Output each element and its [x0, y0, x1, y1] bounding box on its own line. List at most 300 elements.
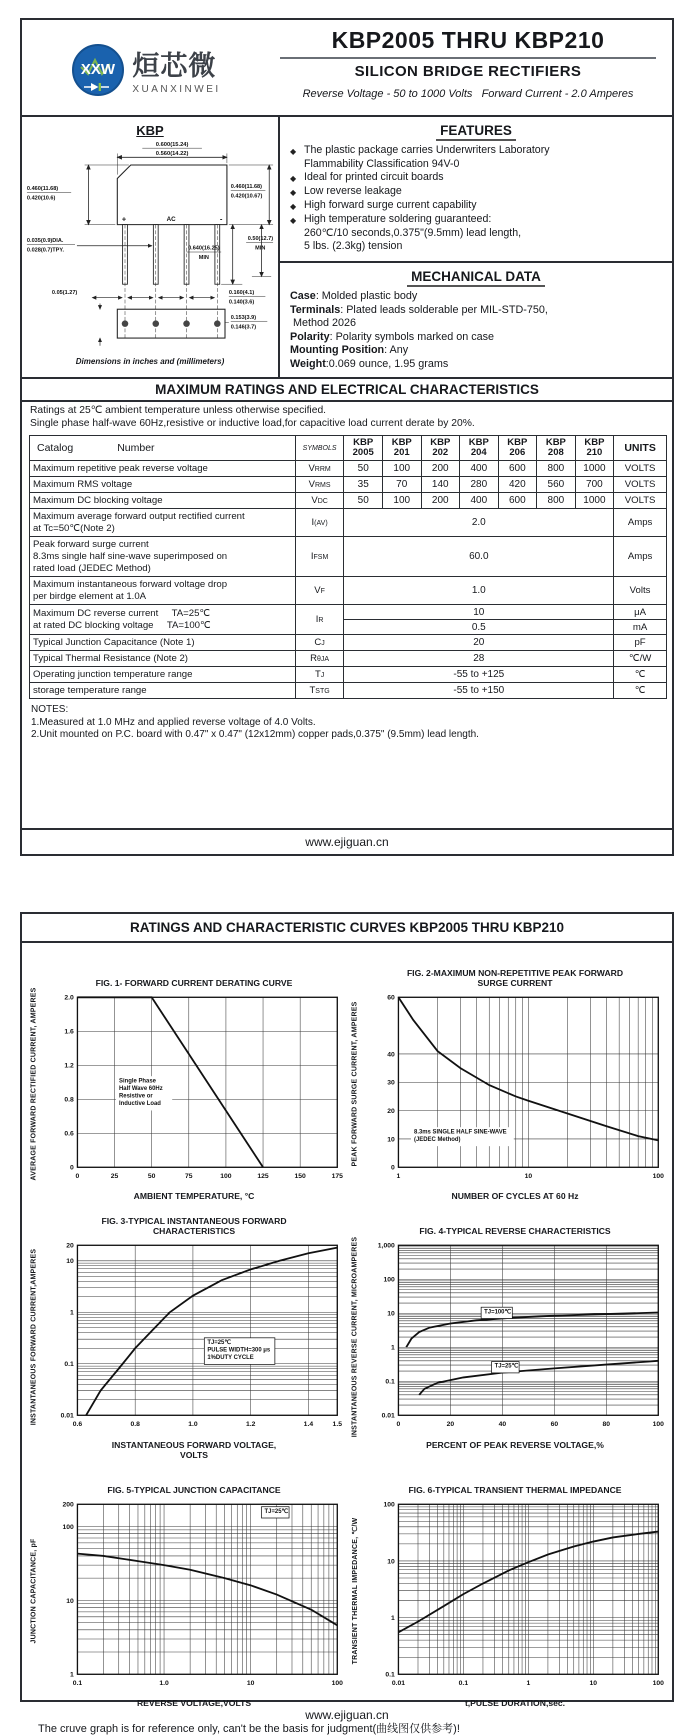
- figure-body: [362, 967, 668, 1201]
- row-label-line: Maximum instantaneous forward voltage drop: [33, 578, 228, 590]
- figure-body: [362, 1215, 668, 1459]
- part-line: 201: [393, 447, 410, 458]
- part-number-header: [537, 436, 576, 461]
- x-axis-label: [362, 1440, 668, 1450]
- x-axis-label-line: VOLTS: [179, 1449, 208, 1460]
- y-axis-label: [26, 967, 41, 1201]
- unit-cell: ℃: [614, 667, 667, 683]
- symbol-subscript: DC: [317, 498, 328, 505]
- value-cell: -55 to +150: [344, 683, 614, 699]
- bullet-icon: ◆: [290, 216, 297, 225]
- chart-svg: [362, 990, 668, 1184]
- svg-text:75: 75: [185, 1173, 193, 1181]
- svg-text:60: 60: [550, 1421, 559, 1429]
- svg-text:10: 10: [387, 1310, 395, 1318]
- symbol-subscript: θJA: [317, 656, 330, 663]
- value-cell: -55 to +125: [344, 667, 614, 683]
- svg-text:1.6: 1.6: [64, 1028, 74, 1036]
- svg-text:150: 150: [294, 1173, 306, 1181]
- x-axis-label-line: REVERSE VOLTAGE,VOLTS: [136, 1697, 252, 1708]
- x-axis-label: [41, 1191, 347, 1201]
- chart-svg: [362, 1238, 668, 1432]
- figure-fig5: [26, 1474, 347, 1708]
- figure-fig2: [347, 967, 668, 1201]
- svg-text:0.8: 0.8: [130, 1421, 140, 1429]
- package-diagram-section: [22, 117, 280, 377]
- svg-text:0.1: 0.1: [72, 1679, 83, 1687]
- y-axis-label: [347, 967, 362, 1201]
- x-axis-label: [41, 1440, 347, 1460]
- x-axis-label-line: AMBIENT TEMPERATURE, °C: [133, 1191, 255, 1202]
- part-line: 208: [547, 447, 564, 458]
- svg-text:1: 1: [391, 1614, 395, 1622]
- package-name: KBP: [136, 123, 164, 138]
- value-cell: 100: [382, 461, 421, 477]
- svg-text:+: +: [121, 214, 127, 224]
- features-mechanical-column: [280, 117, 672, 377]
- chart-plot-area: [362, 1238, 668, 1437]
- features-heading: FEATURES: [290, 123, 662, 138]
- symbols-header: SYMBOLS: [295, 436, 344, 461]
- svg-text:100: 100: [331, 1679, 343, 1687]
- svg-text:TJ=25℃: TJ=25℃: [264, 1508, 289, 1515]
- symbol-cell: CJ: [295, 635, 344, 651]
- catalog-number-header: [30, 436, 296, 461]
- feature-item: [290, 199, 662, 213]
- svg-text:0.600(15.24): 0.600(15.24): [155, 141, 189, 148]
- svg-text:2.0: 2.0: [64, 994, 74, 1002]
- value-cell: 600: [498, 461, 537, 477]
- svg-text:Half Wave 60Hz: Half Wave 60Hz: [119, 1085, 163, 1092]
- svg-text:0.460(11.68): 0.460(11.68): [26, 185, 59, 192]
- feature-item: [290, 144, 662, 158]
- value-cell: 20: [344, 635, 614, 651]
- table-row: [30, 493, 667, 509]
- x-axis-label: [41, 1698, 347, 1708]
- svg-text:25: 25: [110, 1173, 119, 1181]
- figure-body: [41, 1474, 347, 1708]
- figure-title-line: CHARACTERISTICS: [152, 1226, 236, 1237]
- value-cell: 2.0: [344, 509, 614, 537]
- features-section: [280, 117, 672, 263]
- table-row: [30, 605, 667, 620]
- unit-cell: VOLTS: [614, 461, 667, 477]
- svg-text:20: 20: [387, 1108, 395, 1116]
- figure-fig3: [26, 1215, 347, 1459]
- row-label: [30, 635, 296, 651]
- svg-text:0: 0: [396, 1421, 401, 1429]
- svg-text:(JEDEC Method): (JEDEC Method): [414, 1136, 461, 1143]
- part-line: KBP: [468, 436, 489, 448]
- row-label-line: Maximum DC blocking voltage: [33, 494, 163, 506]
- bullet-icon: ◆: [290, 202, 297, 211]
- figure-title: [362, 1474, 668, 1495]
- svg-text:100: 100: [652, 1679, 664, 1687]
- svg-text:0.6: 0.6: [64, 1130, 74, 1138]
- figure-title-line: FIG. 5-TYPICAL JUNCTION CAPACITANCE: [107, 1484, 281, 1495]
- figure-title-line: SURGE CURRENT: [477, 978, 553, 988]
- svg-text:TJ=100℃: TJ=100℃: [484, 1309, 512, 1316]
- figure-body: [41, 967, 347, 1201]
- value-cell: 420: [498, 477, 537, 493]
- x-axis-label-line: PERCENT OF PEAK REVERSE VOLTAGE,%: [426, 1439, 604, 1450]
- chart-svg: [41, 1238, 347, 1432]
- svg-text:1.0: 1.0: [159, 1679, 169, 1687]
- number-label: Number: [117, 442, 155, 454]
- page2-footer-url: www.ejiguan.cn: [305, 1708, 389, 1722]
- svg-text:0.01: 0.01: [391, 1679, 406, 1687]
- feature-item: [290, 158, 662, 171]
- datasheet-page-1: [20, 18, 674, 856]
- row-label-line: Maximum DC reverse current TA=25℃: [33, 607, 211, 619]
- title-divider: [280, 57, 656, 59]
- row-label-line: Typical Junction Capacitance (Note 1): [33, 636, 195, 648]
- figure-fig6: [347, 1474, 668, 1708]
- table-row: [30, 667, 667, 683]
- feature-text: High forward surge current capability: [304, 199, 477, 211]
- ratings-tagline: Reverse Voltage - 50 to 1000 Volts Forward Current - 2.0 Amperes: [302, 88, 634, 100]
- table-row: [30, 651, 667, 667]
- svg-text:80: 80: [602, 1421, 611, 1429]
- svg-text:20: 20: [446, 1421, 455, 1429]
- title-block: [270, 20, 672, 115]
- table-row: [30, 461, 667, 477]
- value-cell: 50: [344, 461, 383, 477]
- svg-text:10: 10: [524, 1173, 533, 1181]
- symbol-cell: RθJA: [295, 651, 344, 667]
- row-label: [30, 605, 296, 635]
- table-row: [30, 537, 667, 577]
- value-cell: 200: [421, 493, 460, 509]
- symbol-subscript: RRM: [314, 466, 331, 473]
- company-logo: [22, 20, 270, 115]
- svg-text:125: 125: [257, 1173, 269, 1181]
- symbol-cell: TSTG: [295, 683, 344, 699]
- feature-text: Ideal for printed circuit boards: [304, 171, 444, 183]
- table-row: [30, 477, 667, 493]
- svg-text:0.146(3.7): 0.146(3.7): [230, 324, 257, 331]
- curve-forward: [86, 1248, 337, 1416]
- unit-cell: pF: [614, 635, 667, 651]
- svg-text:1,000: 1,000: [377, 1242, 395, 1250]
- mechanical-line: Weight:0.069 ounce, 1.95 grams: [290, 357, 449, 370]
- chart-svg: [362, 1497, 668, 1691]
- part-number-header: [344, 436, 383, 461]
- svg-text:0.1: 0.1: [385, 1671, 395, 1679]
- svg-text:0.160(4.1): 0.160(4.1): [228, 289, 255, 296]
- svg-text:1: 1: [396, 1173, 401, 1181]
- unit-cell: Volts: [614, 577, 667, 605]
- part-line: 2005: [352, 447, 374, 458]
- symbol-cell: VF: [295, 577, 344, 605]
- part-line: KBP: [353, 436, 374, 448]
- svg-text:AC: AC: [166, 215, 176, 223]
- symbol-subscript: STG: [315, 688, 330, 695]
- svg-text:0.1: 0.1: [64, 1361, 74, 1369]
- notes-block: [22, 701, 672, 745]
- catalog-number-labels: [33, 442, 292, 454]
- mechanical-line: Mounting Position: Any: [290, 344, 409, 356]
- part-number-header: [460, 436, 499, 461]
- svg-text:MIN: MIN: [255, 245, 266, 252]
- value-cell: 280: [460, 477, 499, 493]
- mechanical-line: Case: Molded plastic body: [290, 290, 418, 302]
- row-label: [30, 577, 296, 605]
- svg-text:Resistive or: Resistive or: [119, 1093, 153, 1100]
- svg-text:0.8: 0.8: [64, 1096, 74, 1104]
- svg-text:0.035(0.9)DIA.: 0.035(0.9)DIA.: [26, 237, 64, 244]
- bullet-icon: ◆: [290, 188, 297, 197]
- svg-text:0.460(11.68): 0.460(11.68): [230, 184, 263, 191]
- dimensions-caption: Dimensions in inches and (millimeters): [75, 357, 225, 367]
- ratings-table: [29, 435, 667, 699]
- feature-item: [290, 227, 662, 240]
- bullet-icon: [290, 158, 304, 171]
- chart-plot-area: [362, 990, 668, 1189]
- svg-text:0.420(10.6): 0.420(10.6): [26, 195, 56, 202]
- svg-text:0.153(3.9): 0.153(3.9): [230, 314, 257, 321]
- ratings-condition-line1: Ratings at 25℃ ambient temperature unless otherwise specified.: [30, 405, 327, 416]
- row-label: [30, 651, 296, 667]
- feature-text: Flammability Classification 94V-0: [304, 158, 460, 170]
- symbol-cell: I(AV): [295, 509, 344, 537]
- symbol-subscript: J: [320, 672, 325, 679]
- characteristic-curves-grid: [22, 943, 672, 1708]
- ratings-conditions: [22, 402, 672, 432]
- value-cell: 100: [382, 493, 421, 509]
- row-label-line: at rated DC blocking voltage TA=100℃: [33, 619, 211, 631]
- figure-body: [362, 1474, 668, 1708]
- symbol-cell: IFSM: [295, 537, 344, 577]
- svg-text:100: 100: [383, 1276, 395, 1284]
- svg-text:1.2: 1.2: [64, 1062, 74, 1070]
- symbol-cell: VDC: [295, 493, 344, 509]
- row-label-line: Operating junction temperature range: [33, 668, 193, 680]
- feature-text: High temperature soldering guaranteed:: [304, 213, 492, 225]
- svg-text:TJ=25℃: TJ=25℃: [207, 1340, 232, 1347]
- part-line: KBP: [430, 436, 451, 448]
- figure-title-line: FIG. 3-TYPICAL INSTANTANEOUS FORWARD: [101, 1216, 287, 1227]
- units-header: UNITS: [614, 436, 667, 461]
- upper-content: [22, 117, 672, 379]
- symbol-subscript: (AV): [314, 520, 328, 527]
- svg-text:0: 0: [75, 1173, 80, 1181]
- value-cell: 1000: [575, 461, 614, 477]
- part-line: KBP: [391, 436, 412, 448]
- row-label-line: 8.3ms single half sine-wave superimposed on: [33, 550, 228, 562]
- y-axis-label-text: INSTANTANEOUS REVERSE CURRENT, MICROAMPERES: [351, 1237, 358, 1438]
- part-number-header: [382, 436, 421, 461]
- unit-cell: Amps: [614, 537, 667, 577]
- unit-cell: μA: [614, 605, 667, 620]
- curve-capacitance: [77, 1553, 337, 1625]
- mechanical-data-section: [280, 263, 672, 377]
- value-cell: 140: [421, 477, 460, 493]
- x-axis-label-line: t,PULSE DURATION,sec.: [464, 1697, 566, 1708]
- x-axis-label-line: NUMBER OF CYCLES AT 60 Hz: [451, 1191, 579, 1202]
- svg-text:50: 50: [147, 1173, 156, 1181]
- figure-title-line: FIG. 2-MAXIMUM NON-REPETITIVE PEAK FORWARD: [406, 968, 624, 978]
- feature-item: [290, 185, 662, 199]
- row-label-line: at Tc=50℃(Note 2): [33, 522, 115, 534]
- feature-text: 260℃/10 seconds,0.375"(9.5mm) lead length,: [304, 227, 522, 239]
- svg-text:0.05(1.27): 0.05(1.27): [51, 289, 78, 296]
- svg-text:0.50(12.7): 0.50(12.7): [247, 235, 274, 242]
- y-axis-label-text: AVERAGE FORWARD RECTIFIED CURRENT, AMPERES: [30, 987, 37, 1181]
- chart-plot-area: [362, 1497, 668, 1696]
- svg-text:175: 175: [331, 1173, 343, 1181]
- part-line: 202: [432, 447, 449, 458]
- value-cell: 50: [344, 493, 383, 509]
- company-name-cn: 烜芯微: [132, 51, 217, 81]
- svg-text:XXW: XXW: [81, 60, 116, 78]
- logo-mark-icon: [71, 43, 125, 97]
- header: [22, 20, 672, 117]
- y-axis-label: [347, 1474, 362, 1708]
- figure-fig4: [347, 1215, 668, 1459]
- svg-text:0.6: 0.6: [72, 1421, 83, 1429]
- svg-text:10: 10: [589, 1679, 598, 1687]
- row-label-line: rated load (JEDEC Method): [33, 562, 151, 574]
- curve-TJ=100℃: [406, 1313, 658, 1348]
- x-axis-label: [362, 1698, 668, 1708]
- table-row: [30, 635, 667, 651]
- mechanical-line: Polarity: Polarity symbols marked on case: [290, 330, 495, 343]
- y-axis-label-text: INSTANTANEOUS FORWARD CURRENT,AMPERES: [30, 1249, 37, 1426]
- svg-text:1: 1: [70, 1671, 74, 1679]
- value-cell: 70: [382, 477, 421, 493]
- chart-plot-area: [41, 1238, 347, 1437]
- part-line: 206: [509, 447, 526, 458]
- ratings-condition-line2: Single phase half-wave 60Hz,resistive or inductive load,for capacitive load current derate by 20%.: [30, 417, 475, 429]
- svg-text:1: 1: [391, 1344, 395, 1352]
- page1-footer-url: www.ejiguan.cn: [22, 828, 672, 854]
- catalog-label: Catalog: [37, 442, 74, 454]
- mechanical-line: Method 2026: [290, 317, 357, 329]
- feature-text: 5 lbs. (2.3kg) tension: [304, 240, 403, 252]
- svg-text:0.140(3.6): 0.140(3.6): [228, 299, 255, 306]
- note-line: NOTES:: [31, 704, 69, 715]
- row-label: [30, 667, 296, 683]
- value-cell: 400: [460, 493, 499, 509]
- row-label: [30, 461, 296, 477]
- part-number-title: KBP2005 THRU KBP210: [331, 27, 605, 53]
- svg-text:TJ=25℃: TJ=25℃: [494, 1363, 519, 1370]
- value-cell: 560: [537, 477, 576, 493]
- figure-title-line: FIG. 6-TYPICAL TRANSIENT THERMAL IMPEDANCE: [408, 1484, 622, 1495]
- symbol-subscript: RMS: [314, 482, 331, 489]
- svg-text:100: 100: [62, 1523, 74, 1531]
- svg-text:20: 20: [66, 1242, 74, 1250]
- svg-text:8.3ms SINGLE HALF SINE-WAVE: 8.3ms SINGLE HALF SINE-WAVE: [414, 1129, 507, 1136]
- svg-text:40: 40: [387, 1051, 395, 1059]
- svg-text:0.640(16.25): 0.640(16.25): [188, 245, 220, 252]
- symbol-subscript: R: [318, 617, 324, 624]
- symbol-subscript: J: [321, 640, 325, 647]
- svg-text:1.2: 1.2: [245, 1421, 256, 1429]
- unit-cell: VOLTS: [614, 493, 667, 509]
- figure-title: [41, 1474, 347, 1495]
- row-label-line: Typical Thermal Resistance (Note 2): [33, 652, 188, 664]
- value-cell: 60.0: [344, 537, 614, 577]
- y-axis-label: [347, 1215, 362, 1459]
- unit-cell: ℃/W: [614, 651, 667, 667]
- svg-text:1.4: 1.4: [303, 1421, 314, 1429]
- symbol-cell: IR: [295, 605, 344, 635]
- x-axis-label-line: INSTANTANEOUS FORWARD VOLTAGE,: [111, 1439, 277, 1450]
- symbol-cell: VRRM: [295, 461, 344, 477]
- curves-disclaimer: The cruve graph is for reference only, can't be the basis for judgment(曲线图仅供参考)!: [38, 1722, 460, 1735]
- row-label-line: Maximum repetitive peak reverse voltage: [33, 462, 208, 474]
- svg-text:100: 100: [220, 1173, 232, 1181]
- svg-text:100: 100: [383, 1501, 395, 1509]
- value-cell: 28: [344, 651, 614, 667]
- svg-text:1.5: 1.5: [332, 1421, 343, 1429]
- y-axis-label-text: JUNCTION CAPACITANCE, pF: [30, 1538, 37, 1644]
- y-axis-label: [26, 1474, 41, 1708]
- value-cell: 1.0: [344, 577, 614, 605]
- svg-text:0.01: 0.01: [381, 1412, 395, 1420]
- chart-svg: [41, 990, 347, 1184]
- bullet-icon: ◆: [290, 174, 297, 183]
- curve-TJ=25℃: [419, 1361, 658, 1395]
- part-number-header: [575, 436, 614, 461]
- svg-text:0.420(10.67): 0.420(10.67): [230, 193, 263, 200]
- row-label: [30, 477, 296, 493]
- y-axis-label: [26, 1215, 41, 1459]
- figure-title: [362, 967, 668, 988]
- value-cell: 600: [498, 493, 537, 509]
- table-row: [30, 577, 667, 605]
- chart-plot-area: [41, 990, 347, 1189]
- svg-text:0.01: 0.01: [60, 1412, 74, 1420]
- svg-text:40: 40: [498, 1421, 507, 1429]
- row-label-line: Maximum RMS voltage: [33, 478, 133, 490]
- svg-text:100: 100: [652, 1421, 664, 1429]
- svg-text:1%DUTY CYCLE: 1%DUTY CYCLE: [207, 1355, 254, 1362]
- svg-text:1.0: 1.0: [188, 1421, 198, 1429]
- package-diagram-svg: [25, 140, 275, 355]
- svg-text:Inductive Load: Inductive Load: [119, 1101, 161, 1108]
- row-label: [30, 509, 296, 537]
- value-cell: 800: [537, 493, 576, 509]
- svg-text:60: 60: [387, 994, 395, 1002]
- x-axis-label: [362, 1191, 668, 1201]
- svg-text:PULSE WIDTH=300 μs: PULSE WIDTH=300 μs: [207, 1347, 271, 1354]
- symbol-cell: VRMS: [295, 477, 344, 493]
- value-cell: 35: [344, 477, 383, 493]
- part-number-header: [498, 436, 537, 461]
- part-line: KBP: [545, 436, 566, 448]
- figure-fig1: [26, 967, 347, 1201]
- svg-text:0: 0: [391, 1164, 395, 1172]
- bullet-icon: ◆: [290, 147, 297, 156]
- svg-text:0.1: 0.1: [385, 1378, 395, 1386]
- part-line: KBP: [507, 436, 528, 448]
- y-axis-label-text: TRANSIENT THERMAL IMPEDANCE, ℃/W: [351, 1517, 359, 1665]
- part-number-header: [421, 436, 460, 461]
- note-line: 1.Measured at 1.0 MHz and applied reverse voltage of 4.0 Volts.: [31, 716, 316, 728]
- company-name: [132, 44, 220, 95]
- symbol-cell: TJ: [295, 667, 344, 683]
- figure-title-line: FIG. 1- FORWARD CURRENT DERATING CURVE: [95, 978, 293, 988]
- row-label: [30, 493, 296, 509]
- svg-text:100: 100: [652, 1173, 664, 1181]
- row-label: [30, 683, 296, 699]
- part-line: KBP: [584, 436, 605, 448]
- chart-plot-area: [41, 1497, 347, 1696]
- figure-title: [41, 967, 347, 988]
